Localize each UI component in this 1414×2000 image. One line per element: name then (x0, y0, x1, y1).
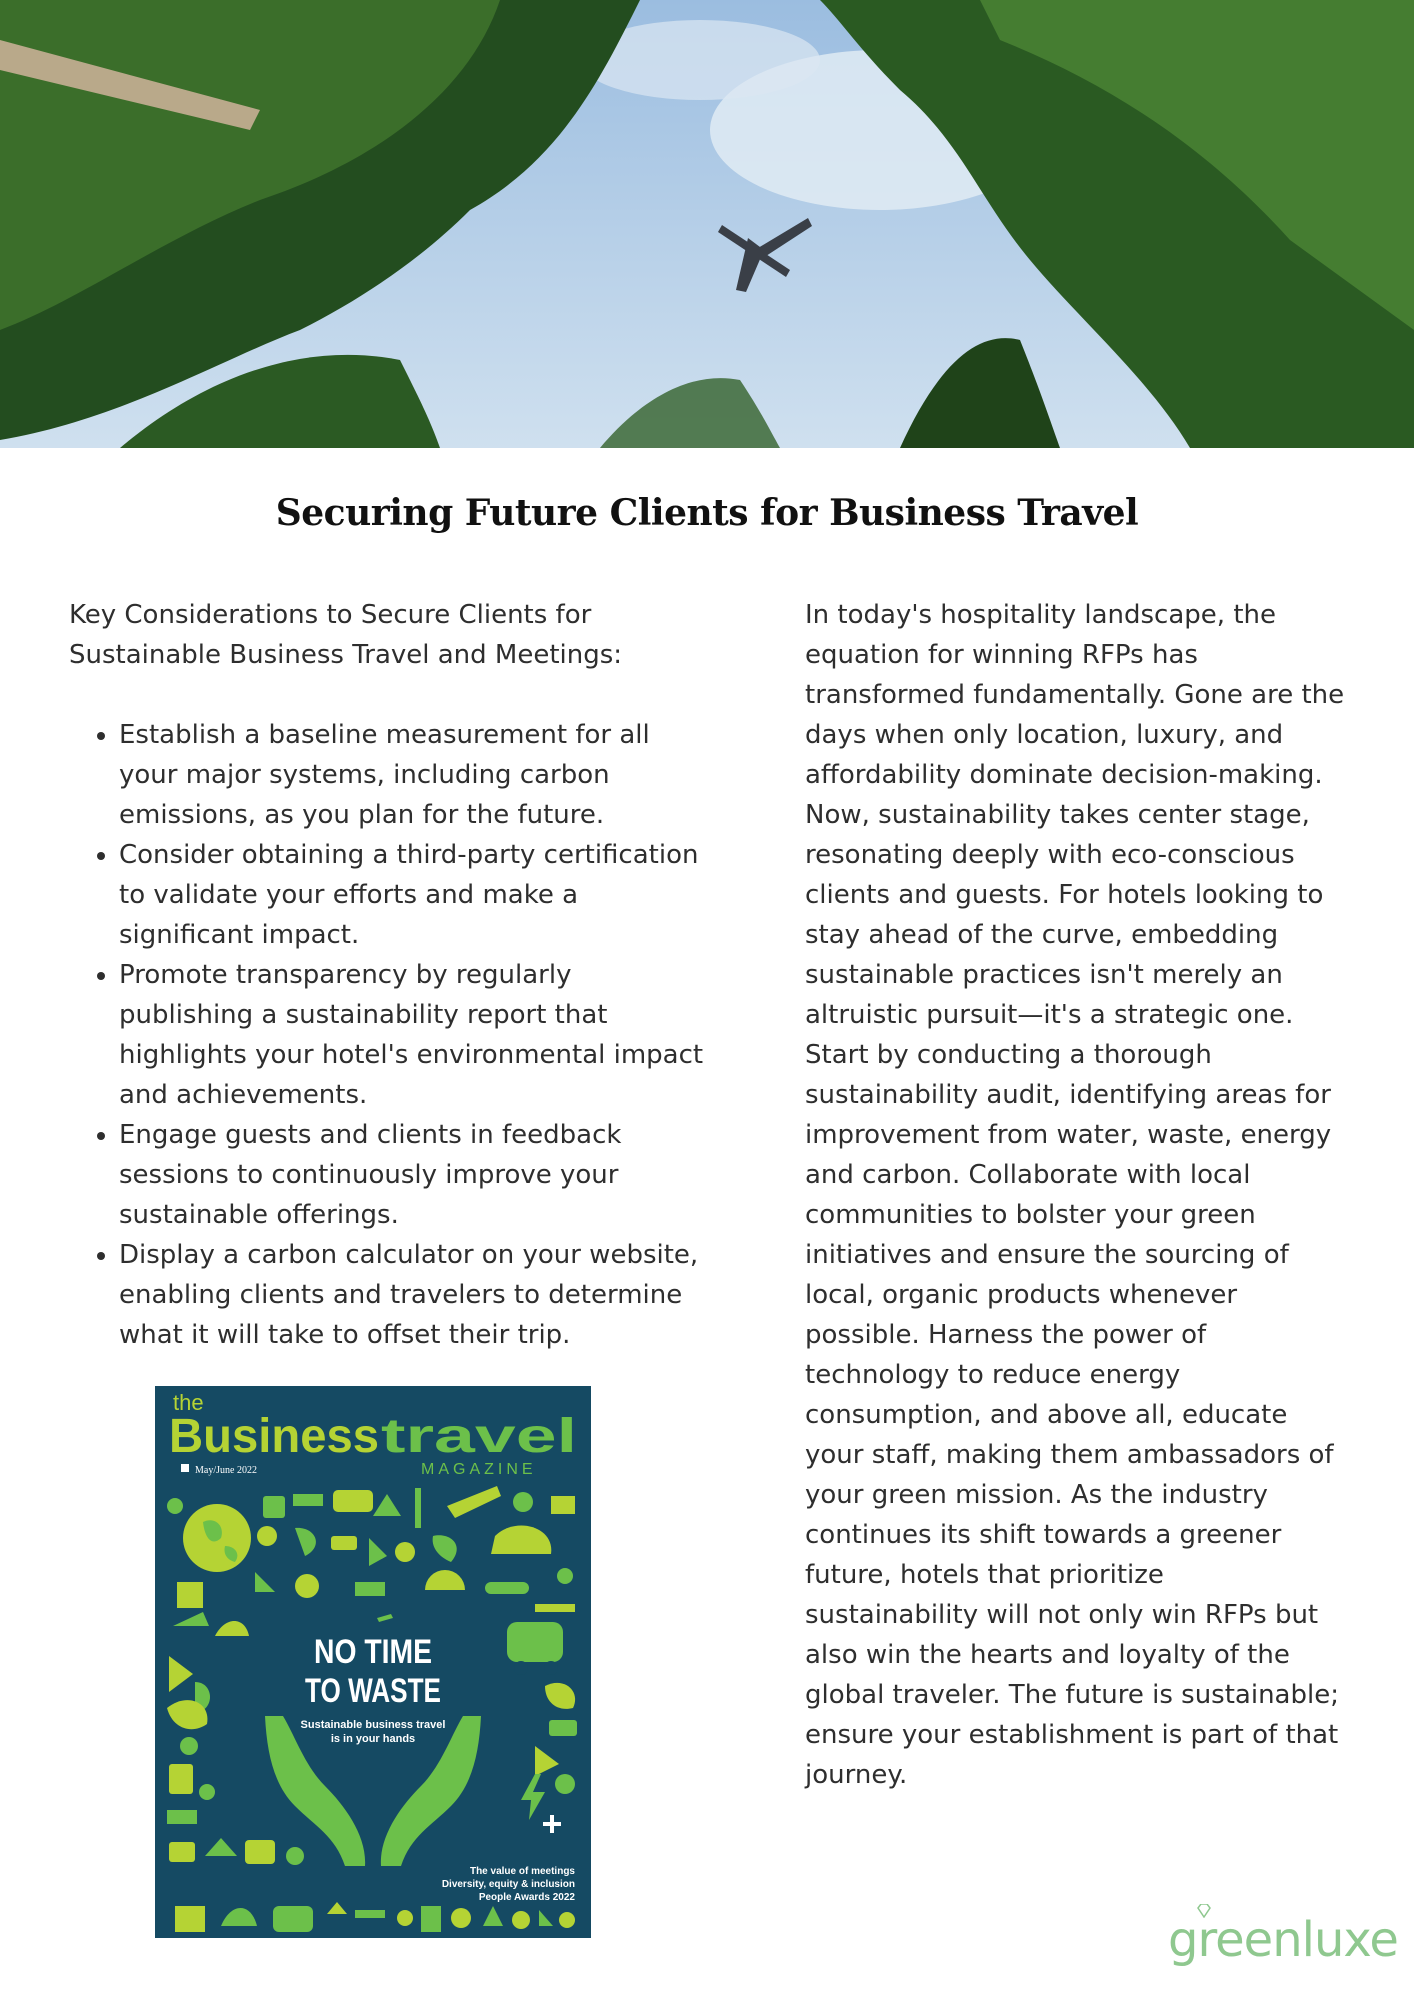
forest-sky-image (0, 0, 1414, 448)
page-title: Securing Future Clients for Business Travel (275, 492, 1139, 534)
cover-sub-1: Sustainable business travel (300, 1719, 446, 1731)
left-column (69, 595, 709, 1355)
cover-brand-business: Business (169, 1410, 379, 1463)
list-item: • Display a carbon calculator on your website, enabling clients and travelers to determine what it will take to offset their trip. (119, 1235, 709, 1355)
cover-issue: May/June 2022 (195, 1465, 257, 1476)
cover-magazine: MAGAZINE (421, 1461, 537, 1478)
list-item: • Establish a baseline measurement for all your major systems, including carbon emissions, as you plan for the future. (119, 715, 709, 835)
magazine-cover-image (155, 1386, 591, 1938)
list-item: • Engage guests and clients in feedback sessions to continuously improve your sustainable offerings. (119, 1115, 709, 1235)
list-item: • Promote transparency by regularly publishing a sustainability report that highlights your hotel's environmental impact and achievements. (119, 955, 709, 1115)
magazine-cover (155, 1386, 591, 1938)
right-column (805, 595, 1345, 1795)
cover-the: the (173, 1390, 204, 1415)
list-item: • Consider obtaining a third-party certification to validate your efforts and make a significant impact. (119, 835, 709, 955)
cover-brand-travel: travel (381, 1410, 577, 1463)
cover-headline-2: TO WASTE (305, 1672, 441, 1710)
greenluxe-logo: greenluxe (1168, 1912, 1398, 1968)
considerations-list (69, 715, 709, 1355)
hero-photo (0, 0, 1414, 448)
cover-foot-1: The value of meetings (469, 1866, 575, 1877)
body-text: In today's hospitality landscape, the equation for winning RFPs has transformed fundamentally. Gone are the days when only location, luxury, and affordability dominate decision-making. Now, sustainability takes center stage, resonating deeply with eco-conscious clients and guests. For hotels looking to stay ahead of the curve, embedding sustainable practices isn't merely an altruistic pursuit—it's a strategic one. Start by conducting a thorough sustainability audit, identifying areas for improvement from water, waste, energy and carbon. Collaborate with local communities to bolster your green initiatives and ensure the sourcing of local, organic products whenever possible. Harness the power of technology to reduce energy consumption, and above all, educate your staff, making them ambassadors of your green mission. As the industry continues its shift towards a greener future, hotels that prioritize sustainability will not only win RFPs but also win the hearts and loyalty of the global traveler. The future is sustainable; ensure your establishment is part of that journey. (805, 600, 1345, 1790)
cover-headline-1: NO TIME (314, 1633, 432, 1671)
cover-sub-2: is in your hands (330, 1733, 416, 1745)
cover-foot-2: Diversity, equity & inclusion (441, 1879, 575, 1890)
intro-text: Key Considerations to Secure Clients for Sustainable Business Travel and Meetings: (69, 600, 623, 670)
cover-foot-3: People Awards 2022 (478, 1892, 575, 1903)
